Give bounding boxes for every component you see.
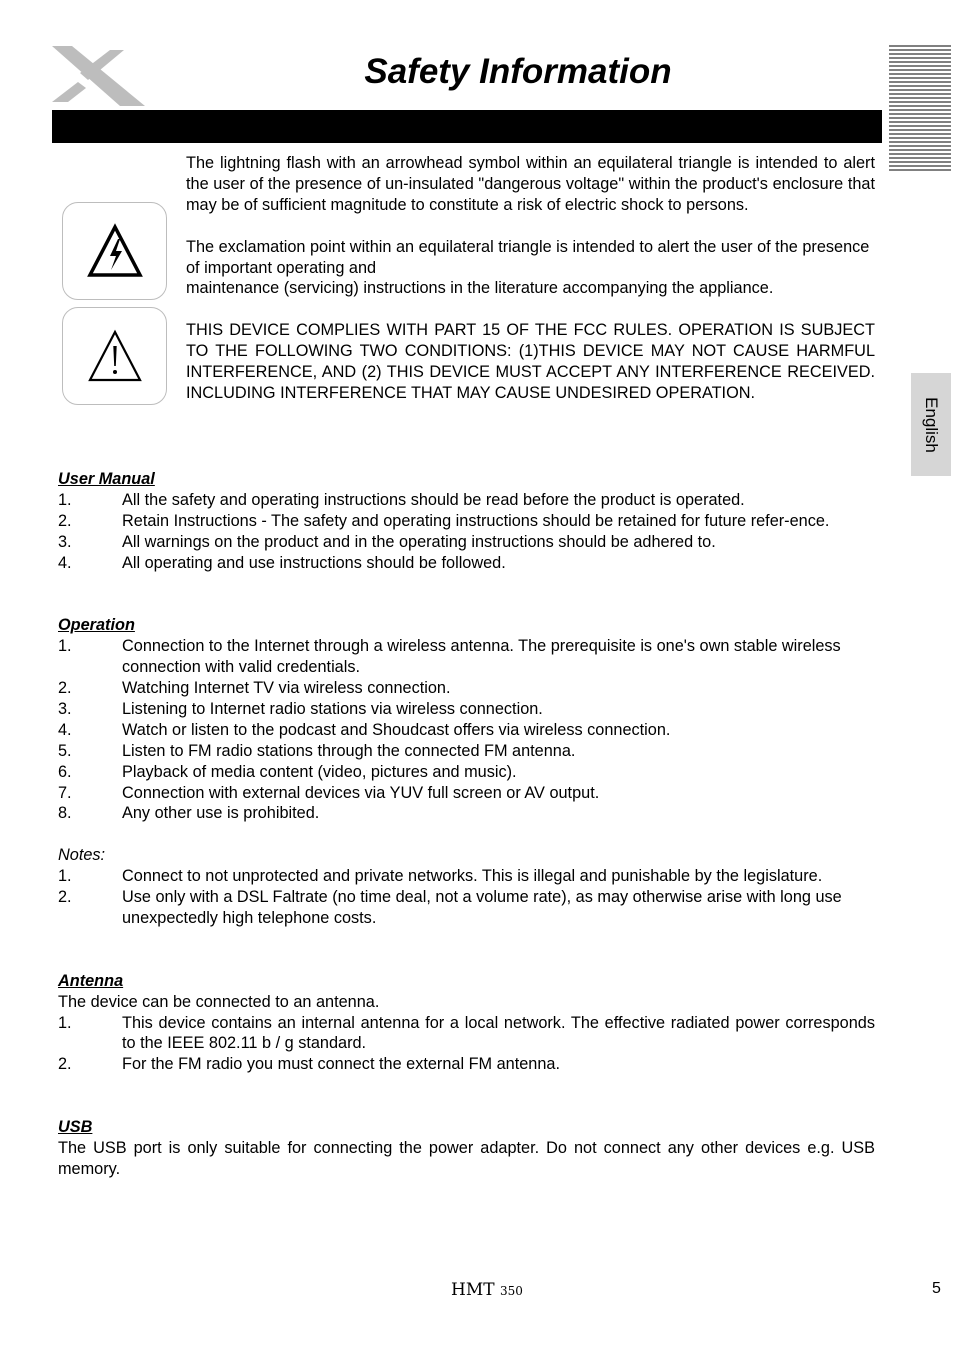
exclamation-description [186,237,875,300]
user-manual-list [58,490,875,574]
list-item-text: Connect to not unprotected and private networks. This is illegal and punishable by the legislature. [122,867,823,886]
main-content [58,469,875,1180]
language-tab-label: English [922,396,941,453]
page-number: 5 [932,1280,941,1297]
list-item [58,490,875,511]
exclamation-warning-icon [87,328,143,384]
list-item-text: All operating and use instructions should be followed. [122,553,506,572]
exclamation-description-line2: maintenance (servicing) instructions in the literature accompanying the appliance. [186,279,774,298]
list-item-number: 1. [58,490,72,509]
operation-list [58,636,875,824]
header-bar [52,110,882,143]
list-item [58,783,875,804]
list-item-number: 2. [58,511,72,530]
model-name: HMT [451,1280,495,1300]
list-item-number: 1. [58,1013,72,1032]
list-item [58,636,875,678]
list-item-text: All warnings on the product and in the operating instructions should be adhered to. [122,532,716,551]
list-item-number: 4. [58,720,72,739]
list-item-text: This device contains an internal antenna for a local network. The effective radiated power corresponds to the IEEE 802.11 b / g standard. [122,1013,875,1053]
list-item-text: Playback of media content (video, pictures and music). [122,762,517,781]
list-item [58,1054,875,1075]
list-item-text: Connection to the Internet through a wireless antenna. The prerequisite is one's own stable wireless connection with valid credentials. [122,637,841,677]
list-item [58,532,875,553]
list-item-text: Retain Instructions - The safety and operating instructions should be retained for future refer-ence. [122,511,830,530]
list-item [58,678,875,699]
list-item-text: Use only with a DSL Faltrate (no time deal, not a volume rate), as may otherwise arise with long use unexpectedly high telephone costs. [122,888,842,927]
list-item-number: 2. [58,888,72,907]
list-item [58,762,875,783]
list-item-text: Listen to FM radio stations through the connected FM antenna. [122,741,576,760]
lightning-warning-icon [87,223,143,279]
usb-text: The USB port is only suitable for connecting the power adapter. Do not connect any other devices e.g. USB memory. [58,1138,875,1178]
list-item-text: Watch or listen to the podcast and Shoudcast offers via wireless connection. [122,720,671,739]
footer-model [0,1280,954,1300]
language-tab [911,373,951,476]
list-item [58,887,875,929]
list-item-number: 4. [58,553,72,572]
list-item [58,511,875,532]
corner-line-pattern [889,44,951,174]
exclamation-warning-box [62,307,167,405]
page-title: Safety Information [364,52,672,91]
list-item [58,699,875,720]
list-item [58,1013,875,1055]
list-item [58,741,875,762]
list-item-number: 2. [58,679,72,698]
list-item-text: Listening to Internet radio stations via wireless connection. [122,699,543,718]
list-item [58,553,875,574]
fcc-statement: THIS DEVICE COMPLIES WITH PART 15 OF THE FCC RULES. OPERATION IS SUBJECT TO THE FOLLOWING TWO CONDITIONS: (1)THIS DEVICE MAY NOT CAUSE HARMFUL INTERFERENCE, AND (2) THIS DEVICE MUST ACCEPT ANY INTERFERENCE RECEIVED. INCLUDING INTERFERENCE THAT MAY CAUSE UNDESIRED OPERATION. [186,321,875,402]
list-item-number: 3. [58,699,72,718]
list-item [58,720,875,741]
notes-title: Notes: [58,846,106,865]
list-item-number: 2. [58,1055,72,1074]
list-item-number: 7. [58,783,72,802]
header-dot-pattern [838,110,884,143]
list-item-number: 5. [58,741,72,760]
antenna-list [58,1013,875,1076]
list-item-number: 6. [58,762,72,781]
operation-title: Operation [58,616,135,635]
list-item-number: 1. [58,867,72,886]
list-item [58,866,875,887]
usb-title: USB [58,1118,93,1137]
user-manual-title: User Manual [58,470,155,488]
list-item-text: All the safety and operating instructions should be read before the product is operated. [122,490,745,509]
list-item-text: For the FM radio you must connect the external FM antenna. [122,1055,560,1074]
antenna-intro: The device can be connected to an antenna. [58,992,380,1011]
lightning-warning-box [62,202,167,300]
list-item [58,803,875,824]
list-item-number: 3. [58,532,72,551]
antenna-title: Antenna [58,971,124,990]
list-item-text: Any other use is prohibited. [122,804,320,823]
notes-list [58,866,875,929]
model-number: 350 [500,1284,523,1298]
list-item-text: Connection with external devices via YUV full screen or AV output. [122,783,600,802]
list-item-number: 1. [58,637,72,656]
intro-section [186,153,875,425]
list-item-text: Watching Internet TV via wireless connection. [122,679,451,698]
exclamation-description-line1: The exclamation point within an equilateral triangle is intended to alert the user of the presence of important operating and [186,237,870,277]
lightning-description: The lightning flash with an arrowhead symbol within an equilateral triangle is intended to alert the user of the presence of un-insulated "dangerous voltage" within the product's enclosure that may be of sufficient magnitude to constitute a risk of electric shock to persons. [186,154,875,214]
list-item-number: 8. [58,804,72,823]
